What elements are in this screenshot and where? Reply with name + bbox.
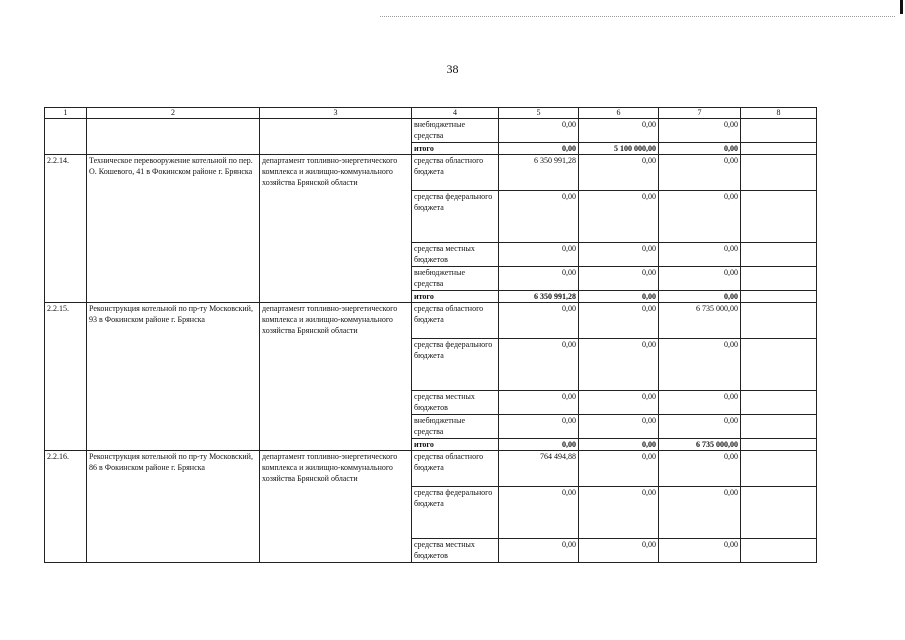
- amount-col6-cell: 0,00: [579, 415, 659, 439]
- amount-col7-cell: 6 735 000,00: [659, 303, 741, 339]
- col8-cell: [741, 119, 817, 143]
- funding-source-cell: итого: [412, 439, 499, 451]
- amount-col7-cell: 0,00: [659, 391, 741, 415]
- column-number: 3: [260, 108, 412, 119]
- amount-col7-cell: 0,00: [659, 191, 741, 243]
- amount-col7-cell: 0,00: [659, 291, 741, 303]
- amount-col6-cell: 0,00: [579, 155, 659, 191]
- col8-cell: [741, 267, 817, 291]
- column-number: 6: [579, 108, 659, 119]
- funding-source-cell: средства местных бюджетов: [412, 391, 499, 415]
- funding-source-cell: средства областного бюджета: [412, 451, 499, 487]
- funding-source-cell: средства федерального бюджета: [412, 487, 499, 539]
- amount-col5-cell: 764 494,88: [499, 451, 579, 487]
- budget-table: [44, 107, 817, 563]
- item-code-cell: 2.2.15.: [45, 303, 87, 451]
- executor-cell: департамент топливно-энергетического комплекса и жилищно-коммунального хозяйства Брянской области: [260, 451, 412, 563]
- column-number: 4: [412, 108, 499, 119]
- item-code-cell: 2.2.14.: [45, 155, 87, 303]
- amount-col5-cell: 0,00: [499, 303, 579, 339]
- amount-col7-cell: 0,00: [659, 451, 741, 487]
- funding-source-cell: средства федерального бюджета: [412, 339, 499, 391]
- amount-col6-cell: 0,00: [579, 191, 659, 243]
- budget-table-body: [45, 108, 817, 563]
- amount-col5-cell: 0,00: [499, 391, 579, 415]
- funding-row: [45, 303, 817, 339]
- amount-col5-cell: 0,00: [499, 487, 579, 539]
- col8-cell: [741, 291, 817, 303]
- amount-col7-cell: 0,00: [659, 119, 741, 143]
- amount-col6-cell: 0,00: [579, 243, 659, 267]
- amount-col6-cell: 0,00: [579, 439, 659, 451]
- funding-source-cell: средства местных бюджетов: [412, 539, 499, 563]
- funding-source-cell: итого: [412, 143, 499, 155]
- page-number: 38: [446, 62, 459, 76]
- column-number-row: [45, 108, 817, 119]
- amount-col5-cell: 6 350 991,28: [499, 291, 579, 303]
- amount-col7-cell: 0,00: [659, 155, 741, 191]
- funding-source-cell: средства областного бюджета: [412, 303, 499, 339]
- amount-col7-cell: 0,00: [659, 539, 741, 563]
- amount-col6-cell: 0,00: [579, 391, 659, 415]
- funding-source-cell: внебюджетные средства: [412, 119, 499, 143]
- column-number: 1: [45, 108, 87, 119]
- column-number: 2: [87, 108, 260, 119]
- amount-col7-cell: 0,00: [659, 487, 741, 539]
- column-number: 5: [499, 108, 579, 119]
- funding-row: [45, 451, 817, 487]
- column-number: 7: [659, 108, 741, 119]
- amount-col7-cell: 0,00: [659, 143, 741, 155]
- amount-col5-cell: 0,00: [499, 119, 579, 143]
- item-name-cell: Реконструкция котельной по пр-ту Московский, 93 в Фокинском районе г. Брянска: [87, 303, 260, 451]
- amount-col5-cell: 6 350 991,28: [499, 155, 579, 191]
- amount-col6-cell: 0,00: [579, 291, 659, 303]
- item-code-cell: 2.2.16.: [45, 451, 87, 563]
- funding-row: [45, 155, 817, 191]
- col8-cell: [741, 415, 817, 439]
- amount-col7-cell: 0,00: [659, 339, 741, 391]
- amount-col7-cell: 0,00: [659, 243, 741, 267]
- amount-col5-cell: 0,00: [499, 143, 579, 155]
- funding-source-cell: средства областного бюджета: [412, 155, 499, 191]
- amount-col5-cell: 0,00: [499, 439, 579, 451]
- amount-col6-cell: 0,00: [579, 539, 659, 563]
- col8-cell: [741, 439, 817, 451]
- executor-cell: департамент топливно-энергетического комплекса и жилищно-коммунального хозяйства Брянской области: [260, 303, 412, 451]
- amount-col5-cell: 0,00: [499, 267, 579, 291]
- amount-col5-cell: 0,00: [499, 243, 579, 267]
- amount-col6-cell: 0,00: [579, 119, 659, 143]
- item-code-cell: [45, 119, 87, 155]
- funding-source-cell: средства федерального бюджета: [412, 191, 499, 243]
- col8-cell: [741, 451, 817, 487]
- col8-cell: [741, 191, 817, 243]
- amount-col6-cell: 5 100 000,00: [579, 143, 659, 155]
- funding-source-cell: итого: [412, 291, 499, 303]
- amount-col7-cell: 0,00: [659, 415, 741, 439]
- column-number: 8: [741, 108, 817, 119]
- item-name-cell: Техническое перевооружение котельной по пер. О. Кошевого, 41 в Фокинском районе г. Брянска: [87, 155, 260, 303]
- col8-cell: [741, 303, 817, 339]
- amount-col5-cell: 0,00: [499, 191, 579, 243]
- col8-cell: [741, 539, 817, 563]
- scan-dotted-line: [380, 16, 895, 17]
- funding-row: [45, 119, 817, 143]
- item-name-cell: Реконструкция котельной по пр-ту Московский, 86 в Фокинском районе г. Брянска: [87, 451, 260, 563]
- funding-source-cell: средства местных бюджетов: [412, 243, 499, 267]
- col8-cell: [741, 243, 817, 267]
- amount-col6-cell: 0,00: [579, 267, 659, 291]
- scan-edge-mark: [900, 0, 903, 14]
- col8-cell: [741, 155, 817, 191]
- col8-cell: [741, 391, 817, 415]
- item-name-cell: [87, 119, 260, 155]
- funding-source-cell: внебюджетные средства: [412, 415, 499, 439]
- col8-cell: [741, 487, 817, 539]
- amount-col7-cell: 6 735 000,00: [659, 439, 741, 451]
- amount-col7-cell: 0,00: [659, 267, 741, 291]
- amount-col6-cell: 0,00: [579, 451, 659, 487]
- col8-cell: [741, 143, 817, 155]
- executor-cell: департамент топливно-энергетического комплекса и жилищно-коммунального хозяйства Брянской области: [260, 155, 412, 303]
- amount-col6-cell: 0,00: [579, 487, 659, 539]
- amount-col5-cell: 0,00: [499, 539, 579, 563]
- amount-col6-cell: 0,00: [579, 339, 659, 391]
- funding-source-cell: внебюджетные средства: [412, 267, 499, 291]
- col8-cell: [741, 339, 817, 391]
- amount-col5-cell: 0,00: [499, 415, 579, 439]
- amount-col5-cell: 0,00: [499, 339, 579, 391]
- executor-cell: [260, 119, 412, 155]
- amount-col6-cell: 0,00: [579, 303, 659, 339]
